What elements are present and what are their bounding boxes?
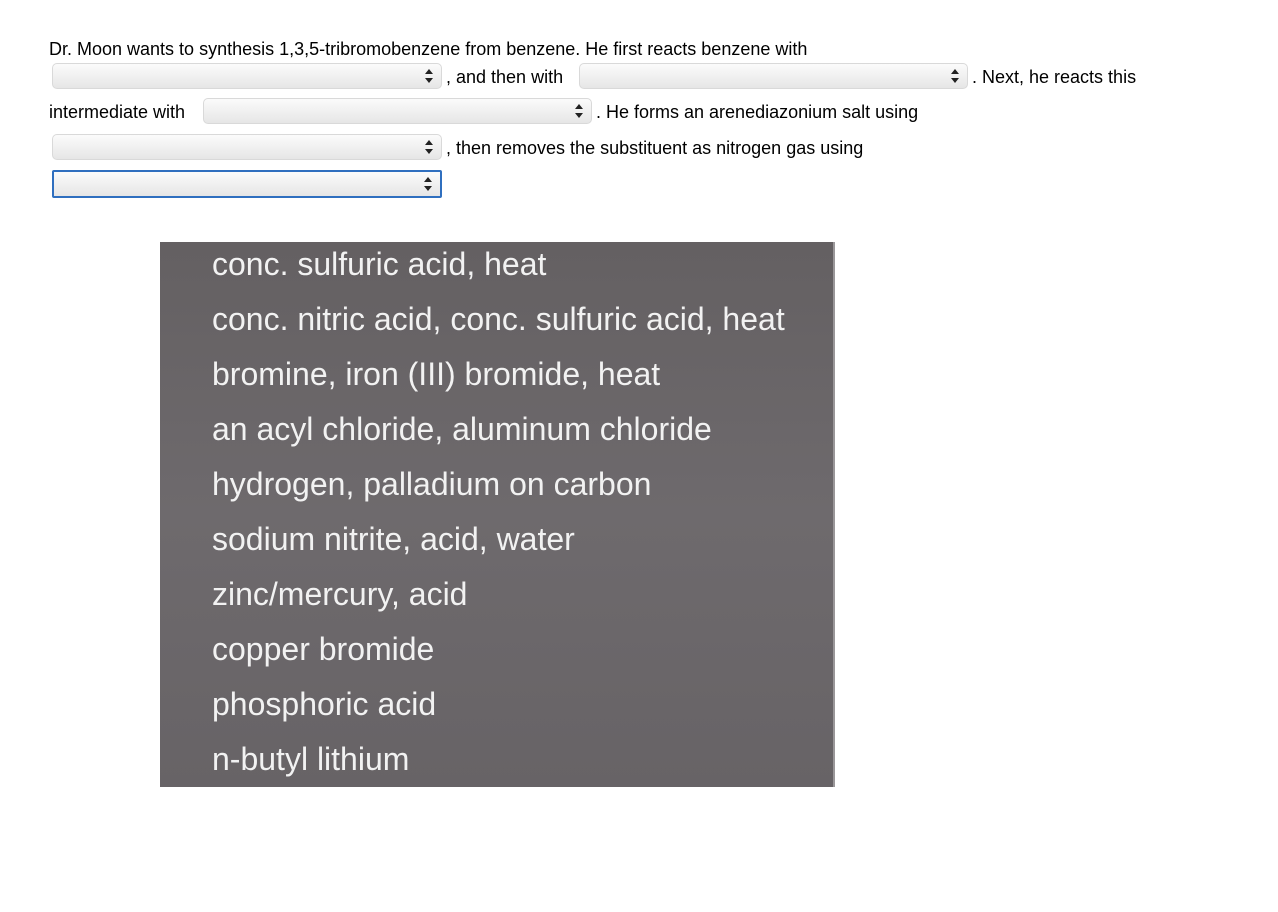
up-down-arrows-icon <box>950 68 960 84</box>
reagent-dropdown-list <box>160 242 835 787</box>
reagent-select-3[interactable] <box>203 98 592 124</box>
up-down-arrows-icon <box>423 176 433 192</box>
question-text-next: . Next, he reacts this <box>972 67 1137 87</box>
reagent-select-1[interactable] <box>52 63 442 89</box>
dropdown-option[interactable]: bromine, iron (III) bromide, heat <box>212 356 661 392</box>
reagent-select-5[interactable] <box>52 170 442 198</box>
dropdown-option[interactable]: n-butyl lithium <box>212 741 410 777</box>
up-down-arrows-icon <box>424 139 434 155</box>
reagent-select-2[interactable] <box>579 63 968 89</box>
question-text-arenediazonium: . He forms an arenediazonium salt using <box>596 102 919 122</box>
dropdown-option[interactable]: copper bromide <box>212 631 435 667</box>
reagent-select-4[interactable] <box>52 134 442 160</box>
question-text-and-then-with: , and then with <box>446 67 564 87</box>
question-text-removes-substituent: , then removes the substituent as nitrogen gas using <box>446 138 864 158</box>
question-text-intermediate-with: intermediate with <box>49 102 186 122</box>
dropdown-option[interactable]: phosphoric acid <box>212 686 437 722</box>
up-down-arrows-icon <box>574 103 584 119</box>
up-down-arrows-icon <box>424 68 434 84</box>
question-text-line1: Dr. Moon wants to synthesis 1,3,5-tribromobenzene from benzene. He first reacts benzene with <box>49 39 808 59</box>
dropdown-option[interactable]: zinc/mercury, acid <box>212 576 468 612</box>
dropdown-option[interactable]: an acyl chloride, aluminum chloride <box>212 411 712 447</box>
dropdown-option[interactable]: sodium nitrite, acid, water <box>212 521 575 557</box>
dropdown-option[interactable]: hydrogen, palladium on carbon <box>212 466 652 502</box>
dropdown-option[interactable]: conc. nitric acid, conc. sulfuric acid, heat <box>212 301 785 337</box>
dropdown-option[interactable]: conc. sulfuric acid, heat <box>212 246 547 282</box>
